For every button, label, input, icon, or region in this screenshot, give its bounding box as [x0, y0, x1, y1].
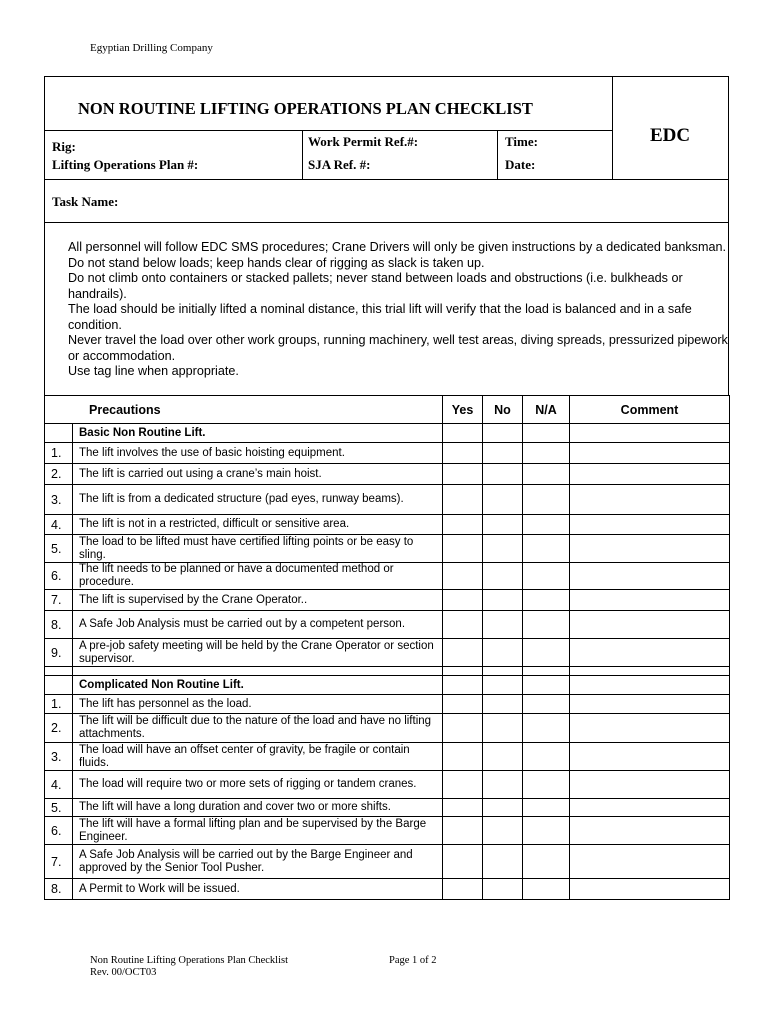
empty-cell [483, 424, 523, 443]
company-name: Egyptian Drilling Company [90, 42, 213, 54]
na-header: N/A [523, 396, 570, 424]
table-row [45, 695, 730, 714]
section-title-row [45, 424, 730, 443]
no-cell[interactable] [483, 515, 523, 535]
na-cell[interactable] [523, 485, 570, 515]
item-text: The lift is not in a restricted, difficult or sensitive area. [73, 515, 443, 535]
instruction-line: The load should be initially lifted a nominal distance, this trial lift will verify that the load is balanced and in a safe condition. [68, 302, 692, 332]
item-text: A Permit to Work will be issued. [73, 879, 443, 900]
yes-cell[interactable] [443, 714, 483, 743]
item-text: A Safe Job Analysis must be carried out by a competent person. [73, 611, 443, 639]
instruction-line: All personnel will follow EDC SMS procedures; Crane Drivers will only be given instructions by a dedicated banksman. [68, 240, 726, 254]
item-number: 6. [45, 563, 73, 590]
yes-cell[interactable] [443, 771, 483, 799]
no-cell[interactable] [483, 639, 523, 667]
item-number: 3. [45, 485, 73, 515]
section-title-row [45, 676, 730, 695]
no-cell[interactable] [483, 845, 523, 879]
yes-cell[interactable] [443, 817, 483, 845]
comment-cell[interactable] [570, 714, 730, 743]
task-name-label: Task Name: [52, 194, 119, 209]
na-cell[interactable] [523, 743, 570, 771]
empty-cell [570, 424, 730, 443]
yes-cell[interactable] [443, 845, 483, 879]
comment-cell[interactable] [570, 443, 730, 464]
item-number: 8. [45, 611, 73, 639]
item-text: The load will require two or more sets of rigging or tandem cranes. [73, 771, 443, 799]
empty-cell [483, 676, 523, 695]
item-text: The lift will have a formal lifting plan and be supervised by the Barge Engineer. [73, 817, 443, 845]
na-cell[interactable] [523, 590, 570, 611]
yes-header: Yes [443, 396, 483, 424]
no-cell[interactable] [483, 714, 523, 743]
empty-cell [443, 667, 483, 676]
item-number: 4. [45, 771, 73, 799]
item-number: 2. [45, 464, 73, 485]
comment-cell[interactable] [570, 611, 730, 639]
item-number: 7. [45, 845, 73, 879]
rig-label: Rig: [52, 139, 76, 154]
section-title: Basic Non Routine Lift. [73, 424, 443, 443]
no-cell[interactable] [483, 590, 523, 611]
empty-cell [45, 424, 73, 443]
empty-cell [45, 667, 73, 676]
table-row [45, 879, 730, 900]
comment-cell[interactable] [570, 743, 730, 771]
item-number: 5. [45, 799, 73, 817]
time-label: Time: [505, 134, 538, 149]
item-text: The lift will have a long duration and cover two or more shifts. [73, 799, 443, 817]
item-text: A Safe Job Analysis will be carried out by the Barge Engineer and approved by the Senior Tool Pusher. [73, 845, 443, 879]
checklist-table [44, 395, 730, 900]
na-cell[interactable] [523, 639, 570, 667]
item-number: 4. [45, 515, 73, 535]
table-row [45, 535, 730, 563]
item-text: The lift involves the use of basic hoisting equipment. [73, 443, 443, 464]
no-cell[interactable] [483, 695, 523, 714]
instruction-line: Never travel the load over other work groups, running machinery, well test areas, diving spreads, pressurized pipework or accommodation. [68, 333, 728, 363]
na-cell[interactable] [523, 515, 570, 535]
item-number: 1. [45, 695, 73, 714]
empty-cell [443, 676, 483, 695]
empty-cell [570, 676, 730, 695]
footer-doc-title: Non Routine Lifting Operations Plan Checklist [90, 955, 289, 966]
yes-cell[interactable] [443, 485, 483, 515]
comment-cell[interactable] [570, 515, 730, 535]
comment-cell[interactable] [570, 845, 730, 879]
comment-cell[interactable] [570, 485, 730, 515]
date-label: Date: [505, 157, 536, 172]
item-text: A pre-job safety meeting will be held by the Crane Operator or section supervisor. [73, 639, 443, 667]
work-permit-label: Work Permit Ref.#: [308, 134, 419, 149]
na-cell[interactable] [523, 563, 570, 590]
precautions-header: Precautions [45, 396, 443, 424]
table-row [45, 485, 730, 515]
table-row [45, 817, 730, 845]
title-divider [44, 130, 613, 131]
yes-cell[interactable] [443, 590, 483, 611]
item-number: 2. [45, 714, 73, 743]
empty-cell [570, 667, 730, 676]
empty-cell [523, 424, 570, 443]
comment-cell[interactable] [570, 771, 730, 799]
na-cell[interactable] [523, 714, 570, 743]
yes-cell[interactable] [443, 611, 483, 639]
item-number: 7. [45, 590, 73, 611]
item-number: 6. [45, 817, 73, 845]
na-cell[interactable] [523, 845, 570, 879]
yes-cell[interactable] [443, 443, 483, 464]
table-row [45, 515, 730, 535]
yes-cell[interactable] [443, 515, 483, 535]
table-row [45, 563, 730, 590]
yes-cell[interactable] [443, 799, 483, 817]
comment-cell[interactable] [570, 879, 730, 900]
yes-cell[interactable] [443, 563, 483, 590]
table-row [45, 590, 730, 611]
na-cell[interactable] [523, 879, 570, 900]
na-cell[interactable] [523, 695, 570, 714]
yes-cell[interactable] [443, 743, 483, 771]
lifting-plan-label: Lifting Operations Plan #: [52, 157, 199, 172]
sja-label: SJA Ref. #: [308, 157, 371, 172]
item-text: The lift is supervised by the Crane Operator.. [73, 590, 443, 611]
instruction-line: Do not climb onto containers or stacked pallets; never stand between loads and obstructions (i.e. bulkheads or handrails). [68, 271, 683, 301]
no-cell[interactable] [483, 563, 523, 590]
empty-cell [523, 667, 570, 676]
info-row-divider [44, 179, 729, 180]
item-text: The lift is carried out using a crane’s main hoist. [73, 464, 443, 485]
item-number: 9. [45, 639, 73, 667]
edc-logo: EDC [650, 125, 691, 146]
empty-cell [73, 667, 443, 676]
instruction-line: Use tag line when appropriate. [68, 364, 239, 378]
comment-cell[interactable] [570, 590, 730, 611]
yes-cell[interactable] [443, 535, 483, 563]
comment-cell[interactable] [570, 639, 730, 667]
na-cell[interactable] [523, 611, 570, 639]
table-row [45, 639, 730, 667]
comment-header: Comment [570, 396, 730, 424]
na-cell[interactable] [523, 817, 570, 845]
instructions [68, 240, 728, 380]
table-row [45, 799, 730, 817]
empty-cell [523, 676, 570, 695]
yes-cell[interactable] [443, 879, 483, 900]
no-header: No [483, 396, 523, 424]
na-cell[interactable] [523, 535, 570, 563]
no-cell[interactable] [483, 879, 523, 900]
footer-page: Page 1 of 2 [389, 955, 437, 966]
footer-revision: Rev. 00/OCT03 [90, 967, 157, 978]
yes-cell[interactable] [443, 695, 483, 714]
item-text: The lift will be difficult due to the nature of the load and have no lifting attachments. [73, 714, 443, 743]
na-cell[interactable] [523, 771, 570, 799]
item-number: 1. [45, 443, 73, 464]
comment-cell[interactable] [570, 799, 730, 817]
no-cell[interactable] [483, 771, 523, 799]
comment-cell[interactable] [570, 563, 730, 590]
yes-cell[interactable] [443, 464, 483, 485]
table-row [45, 464, 730, 485]
no-cell[interactable] [483, 485, 523, 515]
comment-cell[interactable] [570, 817, 730, 845]
na-cell[interactable] [523, 799, 570, 817]
empty-cell [483, 667, 523, 676]
item-text: The load will have an offset center of gravity, be fragile or contain fluids. [73, 743, 443, 771]
table-row [45, 443, 730, 464]
item-text: The lift needs to be planned or have a documented method or procedure. [73, 563, 443, 590]
item-number: 3. [45, 743, 73, 771]
na-cell[interactable] [523, 464, 570, 485]
table-row [45, 771, 730, 799]
no-cell[interactable] [483, 535, 523, 563]
table-row [45, 845, 730, 879]
table-header-row [45, 396, 730, 424]
na-cell[interactable] [523, 443, 570, 464]
item-number: 8. [45, 879, 73, 900]
col-divider-2 [497, 130, 498, 180]
instruction-line: Do not stand below loads; keep hands clear of rigging as slack is taken up. [68, 255, 485, 270]
form-title: NON ROUTINE LIFTING OPERATIONS PLAN CHECKLIST [78, 99, 533, 118]
yes-cell[interactable] [443, 639, 483, 667]
table-row [45, 611, 730, 639]
comment-cell[interactable] [570, 695, 730, 714]
no-cell[interactable] [483, 743, 523, 771]
no-cell[interactable] [483, 817, 523, 845]
empty-cell [443, 424, 483, 443]
item-text: The load to be lifted must have certified lifting points or be easy to sling. [73, 535, 443, 563]
comment-cell[interactable] [570, 464, 730, 485]
section-title: Complicated Non Routine Lift. [73, 676, 443, 695]
no-cell[interactable] [483, 611, 523, 639]
no-cell[interactable] [483, 443, 523, 464]
item-text: The lift is from a dedicated structure (pad eyes, runway beams). [73, 485, 443, 515]
spacer-row [45, 667, 730, 676]
no-cell[interactable] [483, 464, 523, 485]
item-number: 5. [45, 535, 73, 563]
col-divider-1 [302, 130, 303, 180]
table-row [45, 714, 730, 743]
item-text: The lift has personnel as the load. [73, 695, 443, 714]
no-cell[interactable] [483, 799, 523, 817]
table-row [45, 743, 730, 771]
comment-cell[interactable] [570, 535, 730, 563]
empty-cell [45, 676, 73, 695]
